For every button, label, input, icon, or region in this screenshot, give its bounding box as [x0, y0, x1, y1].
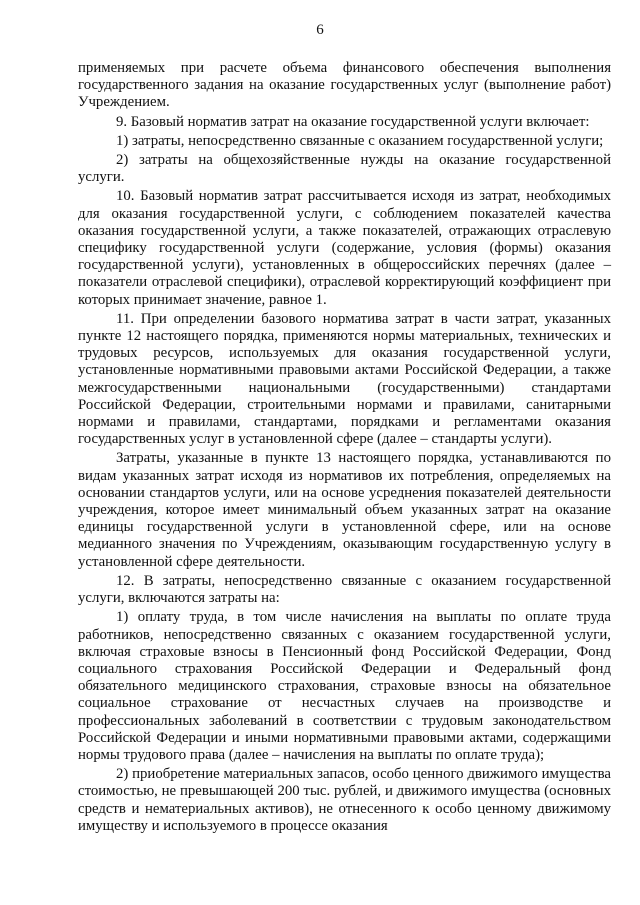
paragraph-item-9-1: 1) затраты, непосредственно связанные с оказанием государственной услуги; — [116, 132, 604, 149]
paragraph-item-10: 10. Базовый норматив затрат рассчитывается исходя из затрат, необходимых для оказания государственной услуги, с соблюдением показателей качества оказания государственной услуги, а также показателей, отражающих отраслевую специфику государственной услуги (содержание, условия (формы) оказания государственной услуги), установленных в общероссийских перечнях (далее – показатели отраслевой специфики), отраслевой корректирующий коэффициент при которых принимает значение, равное 1. — [78, 188, 611, 308]
paragraph-item-11-costs: Затраты, указанные в пункте 13 настоящего порядка, устанавливаются по видам указанных затрат исходя из нормативов их потребления, определяемых на основании стандартов услуги, или на основе усреднения показателей деятельности учреждения, которое имеет минимальный объем указанных затрат на оказание единицы государственной услуги в установленной сфере, или на основе медианного значения по Учреждениям, оказывающим государственную услугу в установленной сфере деятельности. — [78, 450, 611, 570]
paragraph-item-9-2: 2) затраты на общехозяйственные нужды на оказание государственной услуги. — [78, 152, 611, 186]
paragraph-item-12-2: 2) приобретение материальных запасов, особо ценного движимого имущества стоимостью, не превышающей 200 тыс. рублей, и движимого имущества (основных средств и нематериальных активов), не отнесенного к особо ценному движимому имуществу и используемого в процессе оказания — [78, 766, 611, 834]
page-number: 6 — [316, 22, 324, 38]
paragraph-item-12-1: 1) оплату труда, в том числе начисления на выплаты по оплате труда работников, непосредственно связанных с оказанием государственной услуги, включая страховые взносы в Пенсионный фонд Российской Федерации, Фонд социального страхования Российской Федерации и Федеральный фонд обязательного медицинского страхования, страховые взносы на обязательное социальное страхование от несчастных случаев на производстве и профессиональных заболеваний в соответствии с трудовым законодательством Российской Федерации и иными нормативными правовыми актами, содержащими нормы трудового права (далее – начисления на выплаты по оплате труда); — [78, 609, 611, 763]
paragraph-item-11: 11. При определении базового норматива затрат в части затрат, указанных пункте 12 настоящего порядка, применяются нормы материальных, технических и трудовых ресурсов, используемых для оказания государственной услуги, установленные нормативными правовыми актами Российской Федерации, а также межгосударственными национальными (государственными) стандартами Российской Федерации, строительными нормами и правилами, санитарными нормами и правилами, стандартами, порядками и регламентами оказания государственных услуг в установленной сфере (далее – стандарты услуги). — [78, 310, 611, 448]
paragraph-intro: применяемых при расчете объема финансового обеспечения выполнения государственного задания на оказание государственных услуг (выполнение работ) Учреждением. — [78, 60, 611, 111]
paragraph-item-9: 9. Базовый норматив затрат на оказание государственной услуги включает: — [116, 113, 590, 130]
document-body — [78, 60, 611, 837]
paragraph-item-12: 12. В затраты, непосредственно связанные с оказанием государственной услуги, включаются затраты на: — [78, 572, 611, 607]
